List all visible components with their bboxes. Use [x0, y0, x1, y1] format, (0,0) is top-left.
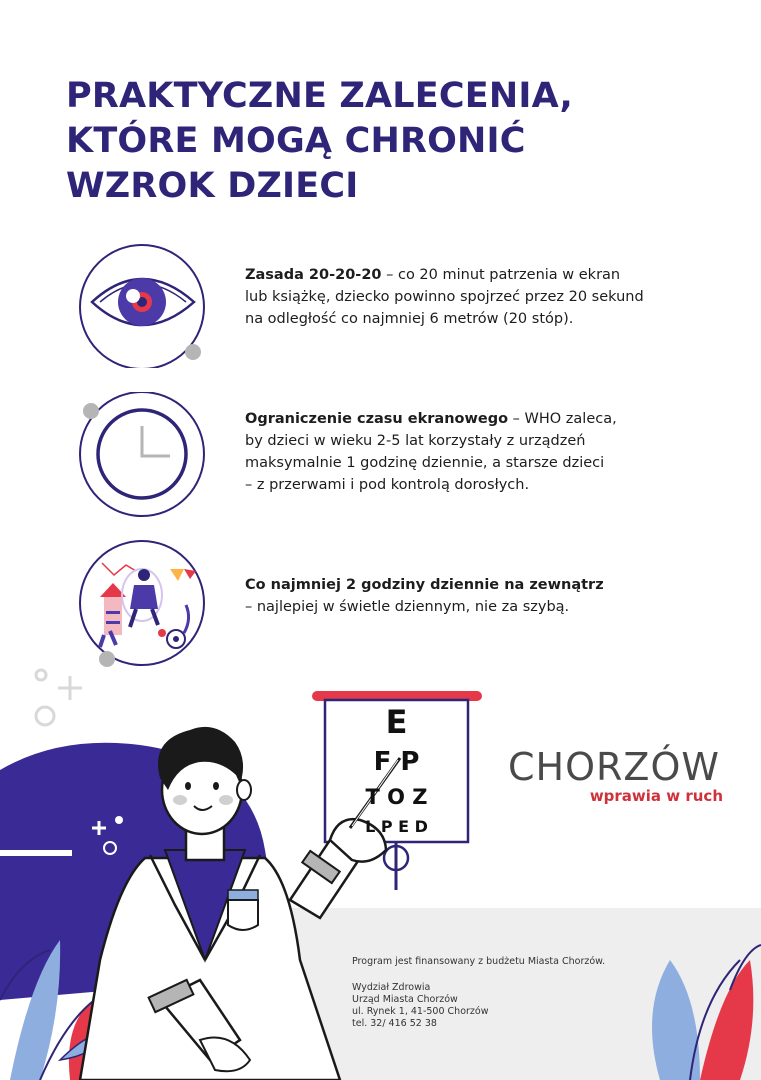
- tip-20-20-20: [245, 264, 715, 330]
- address-line: Wydział Zdrowia: [352, 982, 431, 993]
- tip-screen-time: [245, 408, 715, 496]
- tip-text: maksymalnie 1 godzinę dziennie, a starsze dzieci: [245, 455, 605, 471]
- chorzow-logo: [508, 745, 723, 805]
- clock-icon: [74, 392, 214, 522]
- eye-chart-row: T O Z: [365, 785, 428, 809]
- eye-chart-row: E: [385, 703, 408, 741]
- title-line: PRAKTYCZNE ZALECENIA,: [66, 76, 574, 116]
- eye-chart-row: L P E D: [365, 817, 428, 836]
- page-title: [66, 74, 706, 209]
- tip-title: Co najmniej 2 godziny dziennie na zewnątrz: [245, 577, 604, 593]
- tip-text: lub książkę, dziecko powinno spojrzeć przez 20 sekund: [245, 289, 644, 305]
- tip-title: Zasada 20-20-20: [245, 267, 382, 283]
- tip-text: na odległość co najmniej 6 metrów (20 stóp).: [245, 311, 574, 327]
- tip-title: Ograniczenie czasu ekranowego: [245, 411, 509, 427]
- address-line: tel. 32/ 416 52 38: [352, 1018, 437, 1029]
- children-playing-icon: [74, 535, 214, 670]
- brand-name: CHORZÓW: [508, 745, 720, 789]
- eye-chart-row: F P: [373, 747, 420, 777]
- title-line: KTÓRE MOGĄ CHRONIĆ: [66, 121, 526, 161]
- tip-text: – z przerwami i pod kontrolą dorosłych.: [245, 477, 530, 493]
- address-line: ul. Rynek 1, 41-500 Chorzów: [352, 1006, 489, 1017]
- funding-note: Program jest finansowany z budżetu Miasta Chorzów.: [352, 956, 606, 967]
- tip-text: by dzieci w wieku 2-5 lat korzystały z urządzeń: [245, 433, 586, 449]
- decorative-marks: [36, 670, 82, 725]
- tip-text: – WHO zaleca,: [508, 411, 617, 427]
- tip-outdoors: [245, 574, 715, 618]
- address-line: Urząd Miasta Chorzów: [352, 994, 458, 1005]
- brand-tagline: wprawia w ruch: [589, 787, 723, 805]
- tip-text: – co 20 minut patrzenia w ekran: [381, 267, 621, 283]
- tip-text: – najlepiej w świetle dziennym, nie za szybą.: [245, 599, 570, 615]
- eye-icon: [74, 238, 214, 368]
- title-line: WZROK DZIECI: [66, 166, 359, 206]
- eye-chart: [325, 700, 468, 842]
